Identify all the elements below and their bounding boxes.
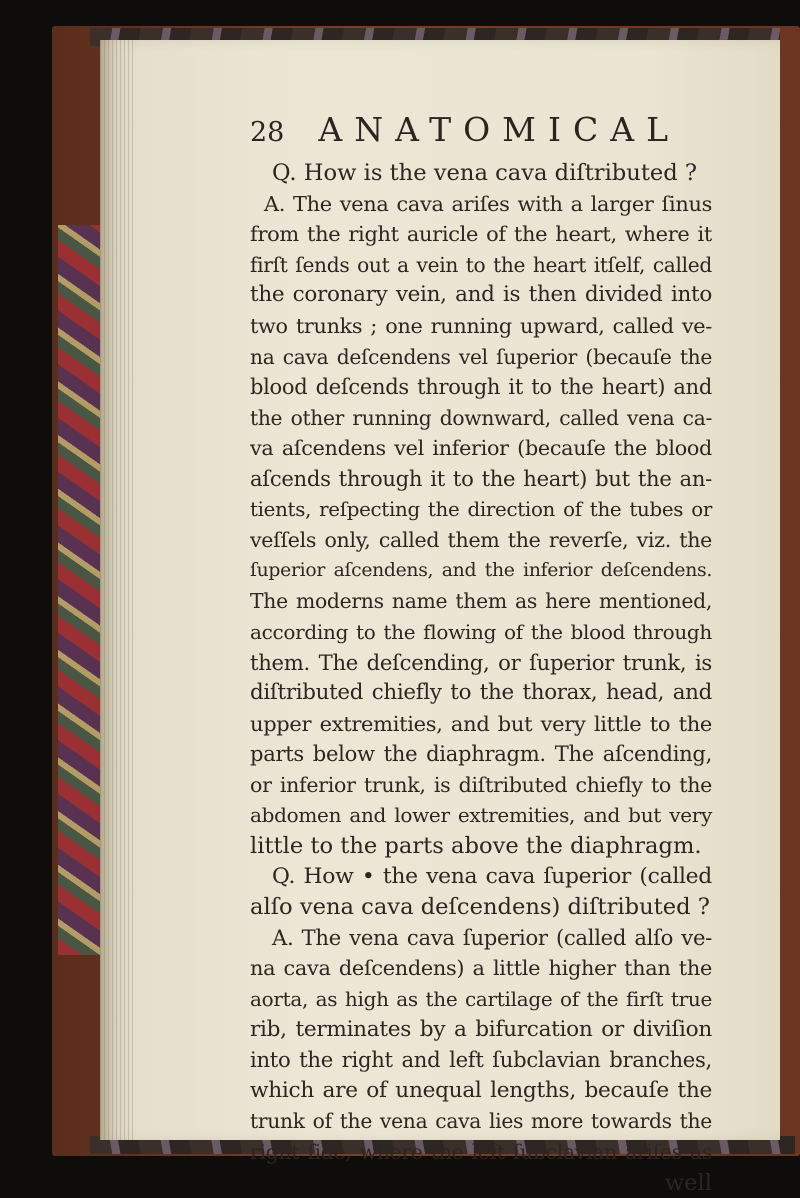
- text-line: ſuperior aſcendens, and the inferior deſcendens.: [250, 559, 712, 581]
- marbled-board: [58, 225, 100, 955]
- text-line: na cava deſcendens) a little higher than the: [250, 956, 712, 981]
- text-line: abdomen and lower extremities, and but very: [250, 803, 712, 828]
- text-line: rib, terminates by a bifurcation or diviſion: [250, 1016, 712, 1042]
- text-line: parts below the diaphragm. The aſcending,: [250, 741, 712, 767]
- text-line: little to the parts above the diaphragm.: [250, 833, 702, 860]
- text-line: them. The deſcending, or ſuperior trunk, is: [250, 649, 712, 675]
- text-line: blood deſcends through it to the heart) and: [250, 375, 712, 400]
- text-line: tients, reſpecting the direction of the tubes or: [250, 497, 712, 521]
- text-line: the other running downward, called vena ca-: [250, 405, 712, 430]
- text-line: aorta, as high as the cartilage of the firſt true: [250, 987, 712, 1012]
- text-line: according to the flowing of the blood through: [250, 619, 712, 644]
- text-line: firſt ſends out a vein to the heart itſelf, called: [250, 252, 712, 277]
- body-text: [250, 158, 712, 1198]
- text-line: two trunks ; one running upward, called ve-: [250, 313, 712, 338]
- text-line: from the right auricle of the heart, where it: [250, 222, 712, 247]
- text-line: into the right and left ſubclavian branches,: [250, 1047, 712, 1073]
- running-header: [250, 110, 750, 150]
- text-line: Q. How • the vena cava ſuperior (called: [272, 863, 712, 889]
- text-line: alſo vena cava deſcendens) diſtributed ?: [250, 894, 710, 921]
- text-line: aſcends through it to the heart) but the an-: [250, 465, 712, 491]
- text-line: veſſels only, called them the reverſe, viz. the: [250, 528, 712, 553]
- page-number: 28: [250, 117, 285, 148]
- text-line: diſtributed chiefly to the thorax, head, and: [250, 680, 712, 706]
- text-line: the coronary vein, and is then divided into: [250, 282, 712, 308]
- text-line: right ſide, where the left ſubclavian ariſes as: [250, 1140, 712, 1164]
- text-line: trunk of the vena cava lies more towards the: [250, 1109, 712, 1134]
- text-line: na cava deſcendens vel ſuperior (becauſe the: [250, 344, 712, 369]
- text-line: which are of unequal lengths, becauſe the: [250, 1077, 712, 1103]
- catchword: well: [664, 1169, 712, 1196]
- page-gutter: [100, 40, 136, 1140]
- text-line: va aſcendens vel inferior (becauſe the blood: [250, 436, 712, 461]
- text-line: Q. How is the vena cava diſtributed ?: [272, 160, 698, 186]
- running-title: ANATOMICAL: [318, 110, 680, 149]
- text-line: A. The vena cava ariſes with a larger ſinus: [264, 191, 712, 216]
- text-line: upper extremities, and but very little to the: [250, 711, 712, 736]
- text-line: A. The vena cava ſuperior (called alſo ve-: [272, 924, 712, 950]
- text-line: or inferior trunk, is diſtributed chiefly to the: [250, 772, 712, 797]
- text-line: The moderns name them as here mentioned,: [250, 589, 712, 614]
